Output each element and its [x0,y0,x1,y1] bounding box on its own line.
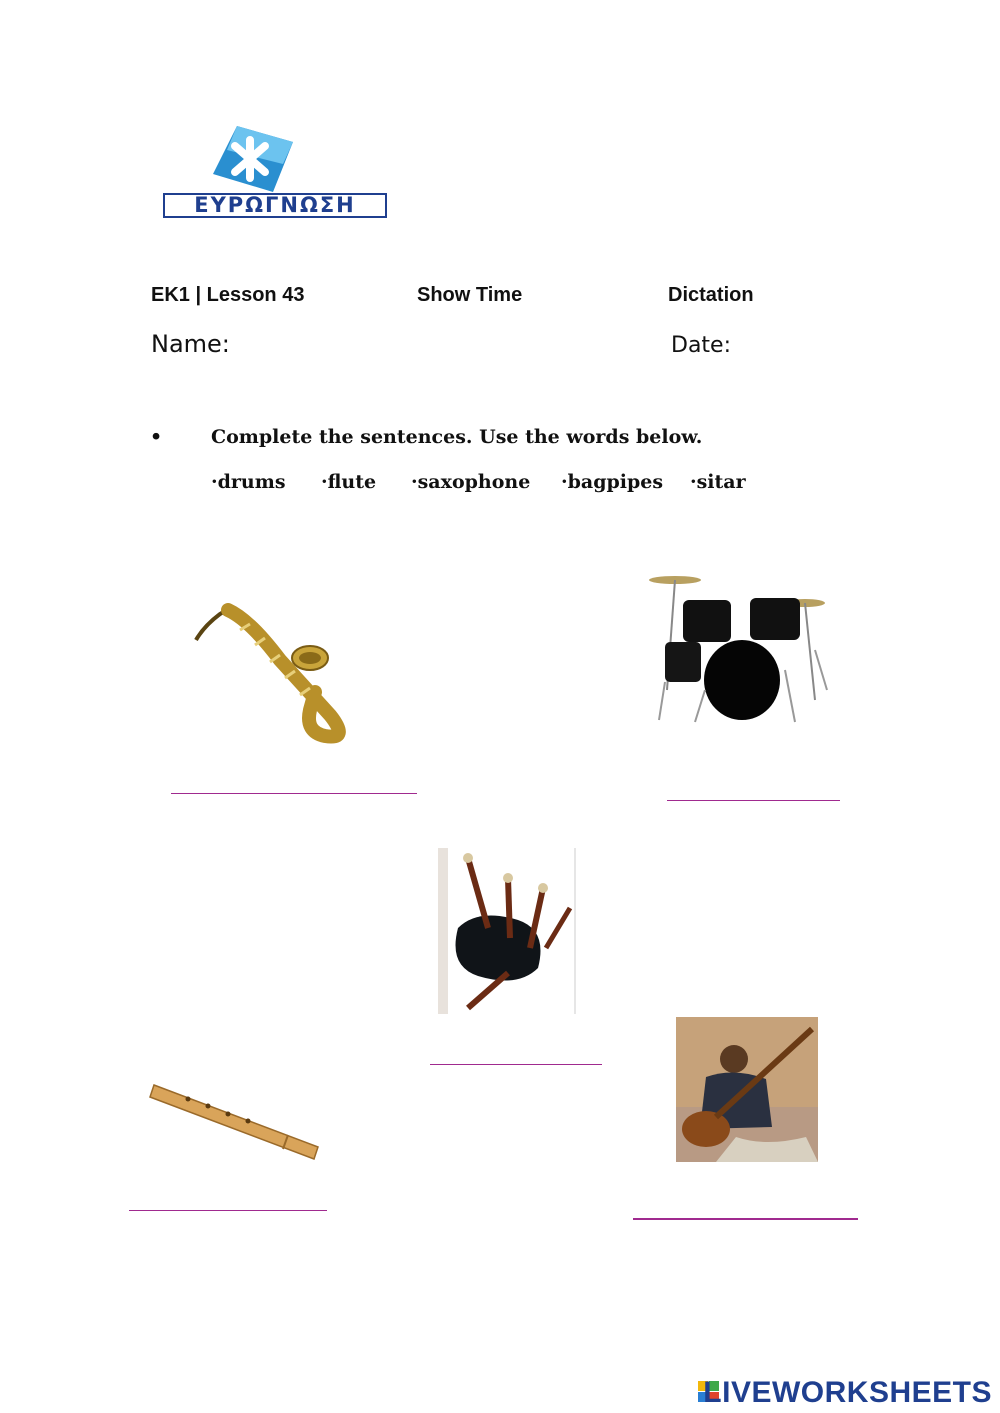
footer-brand: LIVEWORKSHEETS [703,1376,992,1409]
logo-wordmark: ΕΥΡΩΓΝΩΣΗ [163,193,387,218]
word-drums: ·drums [211,471,286,493]
answer-line-bagpipes[interactable] [430,1064,602,1065]
bagpipes-image [438,848,578,1016]
word-sitar: ·sitar [690,471,746,493]
instruction-bullet: • [150,426,163,448]
word-saxophone: ·saxophone [411,471,531,493]
date-label: Date: [671,333,731,358]
drum-kit-image [645,570,835,730]
word-flute: ·flute [321,471,377,493]
answer-line-saxophone[interactable] [171,793,417,794]
answer-line-flute[interactable] [129,1210,327,1211]
flute-image [148,1075,326,1165]
saxophone-image [190,600,370,750]
word-bagpipes: ·bagpipes [561,471,664,493]
topic-label: Show Time [417,284,523,306]
instruction-text: Complete the sentences. Use the words below. [211,426,703,448]
course-label: EK1 | Lesson 43 [151,284,305,306]
logo-emblem-icon [205,124,295,196]
type-label: Dictation [668,284,754,306]
sitar-image [676,1017,818,1162]
answer-line-sitar[interactable] [633,1218,858,1220]
name-label: Name: [151,330,230,358]
answer-line-drums[interactable] [667,800,840,801]
